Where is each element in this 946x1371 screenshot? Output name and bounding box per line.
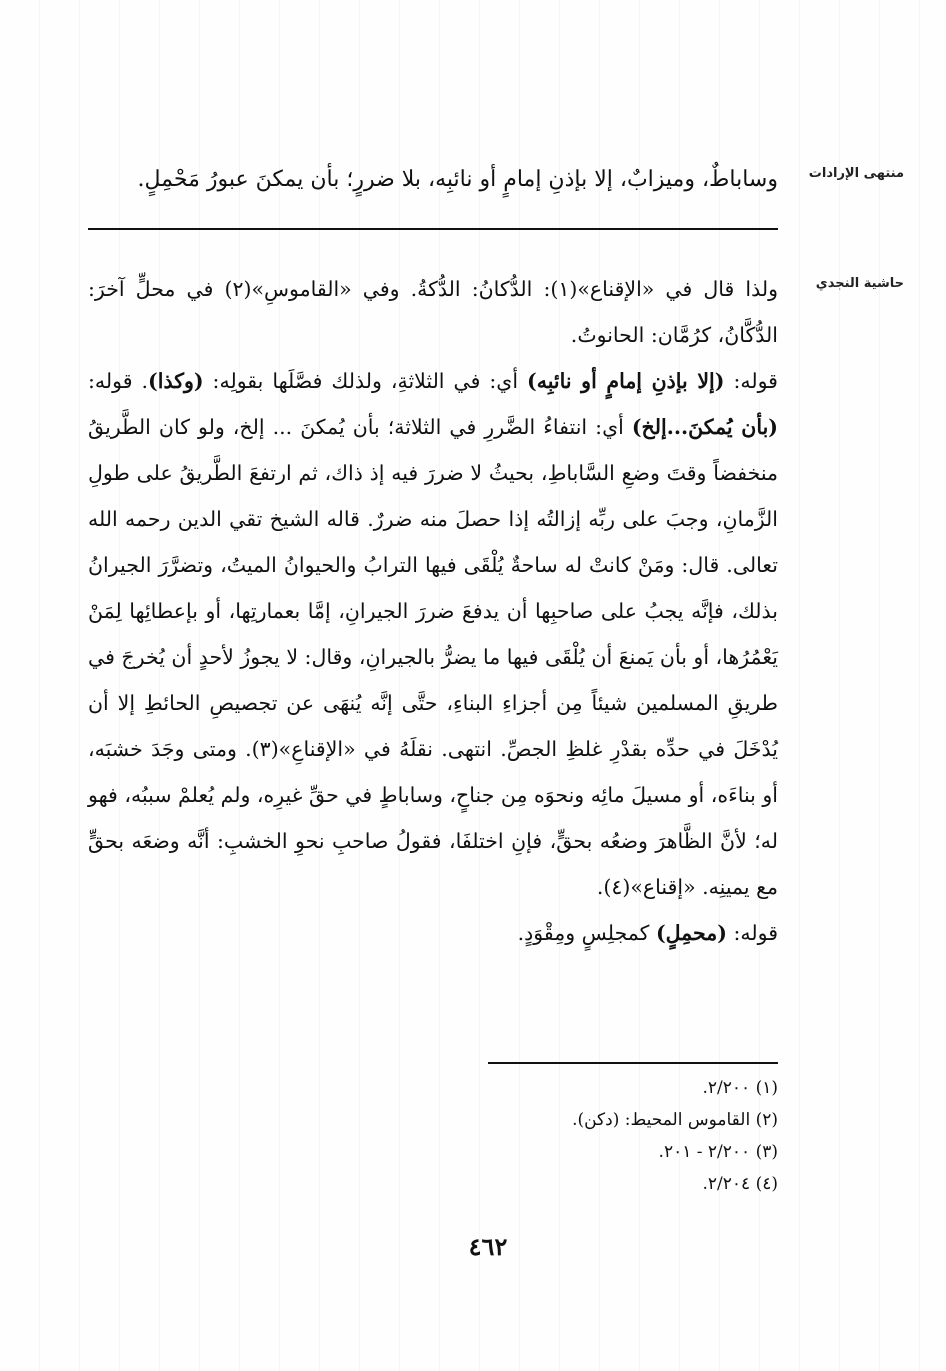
quoted-phrase: (إلا بإذنِ إمامٍ أو نائبِه) <box>527 369 725 393</box>
commentary-text: أي: في الثلاثةِ، ولذلك فصَّلَها بقولِه: <box>203 369 528 393</box>
footnote-item: (٤) ٢/٢٠٤. <box>702 1174 778 1194</box>
footnote-divider <box>488 1062 778 1064</box>
commentary-text: كمجلِسٍ ومِقْوَدٍ. <box>517 921 656 945</box>
quoted-phrase: (محمِلٍ) <box>655 921 727 945</box>
footnote-item: (٣) ٢/٢٠٠ - ٢٠١. <box>658 1142 778 1162</box>
matn-text: وساباطٌ، وميزابٌ، إلا بإذنِ إمامٍ أو نائبِه، بلا ضررٍ؛ بأن يمكنَ عبورُ مَحْمِلٍ. <box>137 167 778 192</box>
quoted-phrase: (وكذا) <box>148 369 204 393</box>
page-number: ٤٦٢ <box>468 1232 508 1261</box>
commentary-label: حاشية النجدي <box>815 276 904 291</box>
commentary-paragraph-2 <box>88 358 778 910</box>
footnotes <box>88 1072 778 1200</box>
footnote-item: (١) ٢/٢٠٠. <box>702 1078 778 1098</box>
commentary-body <box>88 266 778 956</box>
quote-lead: قوله: <box>724 369 778 393</box>
commentary-paragraph-1: ولذا قال في «الإقناع»(١): الدُّكانُ: الدُّكةُ. وفي «القاموسِ»(٢) في محلٍّ آخرَ: الدُّكَّانُ، كرُمَّان: الحانوتُ. <box>88 277 778 347</box>
commentary-text: أي: انتفاءُ الضَّررِ في الثلاثة؛ بأن يُمكنَ ... إلخ، ولو كان الطَّريقُ منخفضاً وقتَ وضعِ السَّاباطِ، بحيثُ لا ضررَ فيه إذ ذاك، ثم ارتفعَ الطَّريقُ على طولِ الزَّمانِ، وجبَ على ربِّه إزالتُه إذا حصلَ منه ضررٌ. قاله الشيخ تقي الدين رحمه الله تعالى. قال: ومَنْ كانتْ له ساحةٌ يُلْقَى فيها الترابُ والحيوانُ الميتُ، وتضرَّرَ الجيرانُ بذلك، فإنَّه يجبُ على صاحبِها أن يدفعَ ضررَ الجيرانِ، إمَّا بعمارتِها، أو بإعطائِها لِمَنْ يَعْمُرُها، أو بأن يَمنعَ أن يُلْقَى فيها ما يضرُّ بالجيرانِ، وقال: لا يجوزُ لأحدٍ أن يُخرجَ في طريقِ المسلمين شيئاً مِن أجزاءِ البناءِ، حتَّى إنَّه يُنهَى عن تجصيصِ الحائطِ إلا أن يُدْخَلَ في حدِّه بقدْرِ غلظِ الجصِّ. انتهى. نقلَهُ في «الإقناعِ»(٣). ومتى وجَدَ خشبَه، أو بناءَه، أو مسيلَ مائِه ونحوَه مِن جناحٍ، وساباطٍ في حقِّ غيرِه، ولم يُعلمْ سببُه، فهو له؛ لأنَّ الظَّاهرَ وضعُه بحقٍّ، فإنِ اختلفَا، فقولُ صاحبِ نحوِ الخشبِ: أنَّه وضعَه بحقٍّ مع يمينِه. «إقناع»(٤). <box>88 415 778 899</box>
section-divider <box>88 228 778 230</box>
quoted-phrase: (بأن يُمكنَ...إلخ) <box>631 415 778 439</box>
commentary-paragraph-3 <box>88 910 778 956</box>
book-title-label: منتهى الإرادات <box>808 166 904 181</box>
commentary-text: . قوله: <box>88 369 149 393</box>
footnote-item: (٢) القاموس المحيط: (دكن). <box>572 1110 778 1130</box>
quote-lead: قوله: <box>726 921 778 945</box>
